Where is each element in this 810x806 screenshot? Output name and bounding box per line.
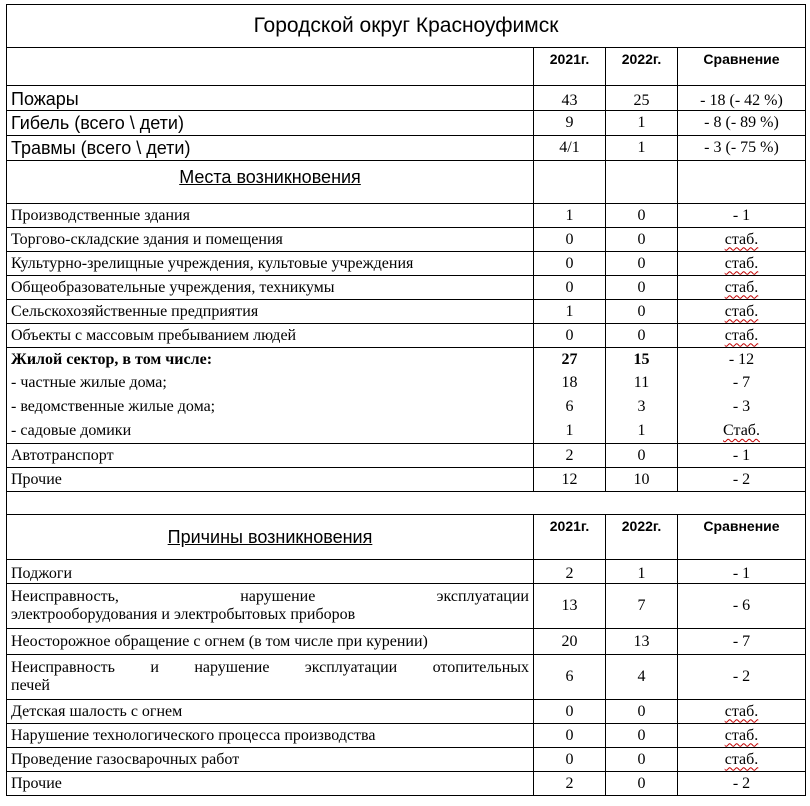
row-label-line: Неисправность, нарушение эксплуатации xyxy=(11,588,529,605)
table-row xyxy=(7,560,806,584)
row-comparison-cell xyxy=(678,276,806,300)
row-2022: 11 xyxy=(606,371,678,395)
empty-cell xyxy=(606,161,678,204)
row-label: - частные жилые дома; xyxy=(7,371,534,395)
row-2022: 15 xyxy=(606,348,678,372)
row-comparison-cell xyxy=(678,300,806,324)
row-label: Общеобразовательные учреждения, техникумы xyxy=(7,276,534,300)
table-row xyxy=(7,276,806,300)
row-comparison: Стаб. xyxy=(723,422,760,439)
empty-cell xyxy=(678,161,806,204)
row-2021: 1 xyxy=(534,300,606,324)
row-2022: 0 xyxy=(606,748,678,772)
row-comparison: - 6 xyxy=(678,584,806,629)
row-label: Нарушение технологического процесса производства xyxy=(7,724,534,748)
row-label-cell xyxy=(7,655,534,700)
summary-comparison: - 3 (- 75 %) xyxy=(678,136,806,161)
header-comparison: Сравнение xyxy=(678,48,806,86)
header-row xyxy=(7,48,806,86)
summary-comparison: - 18 (- 42 %) xyxy=(678,86,806,111)
row-comparison: - 1 xyxy=(678,444,806,468)
fire-statistics-document xyxy=(6,4,805,802)
row-2022: 4 xyxy=(606,655,678,700)
row-comparison-cell xyxy=(678,748,806,772)
row-2022: 0 xyxy=(606,252,678,276)
row-label: Объекты с массовым пребыванием людей xyxy=(7,324,534,348)
summary-row xyxy=(7,136,806,161)
places-section-title xyxy=(7,161,534,204)
row-2022: 0 xyxy=(606,276,678,300)
row-label: Поджоги xyxy=(7,560,534,584)
row-label-line: печей xyxy=(11,677,50,694)
row-label: Прочие xyxy=(7,772,534,796)
table-row xyxy=(7,324,806,348)
table-row xyxy=(7,655,806,700)
row-comparison: - 2 xyxy=(678,772,806,796)
row-comparison: стаб. xyxy=(724,302,759,320)
summary-row xyxy=(7,111,806,136)
table-row xyxy=(7,444,806,468)
row-2021: 0 xyxy=(534,276,606,300)
row-comparison-cell xyxy=(678,700,806,724)
table-row xyxy=(7,468,806,492)
row-label: - ведомственные жилые дома; xyxy=(7,395,534,419)
row-label: Сельскохозяйственные предприятия xyxy=(7,300,534,324)
header-empty-cell xyxy=(7,48,534,86)
row-comparison: стаб. xyxy=(724,702,759,720)
row-label-cell xyxy=(7,584,534,629)
table-row xyxy=(7,584,806,629)
row-label: Проведение газосварочных работ xyxy=(7,748,534,772)
row-comparison-cell xyxy=(678,419,806,444)
causes-header-comparison: Сравнение xyxy=(678,515,806,560)
table-row-residential xyxy=(7,371,806,395)
row-comparison: - 7 xyxy=(678,371,806,395)
summary-2021: 43 xyxy=(534,86,606,111)
row-2022: 3 xyxy=(606,395,678,419)
row-2022: 0 xyxy=(606,724,678,748)
row-comparison: - 3 xyxy=(678,395,806,419)
row-2022: 0 xyxy=(606,772,678,796)
row-2022: 0 xyxy=(606,300,678,324)
row-label: Неосторожное обращение с огнем (в том числе при курении) xyxy=(7,629,534,655)
row-2021: 6 xyxy=(534,395,606,419)
table-row-residential xyxy=(7,348,806,372)
row-comparison-cell xyxy=(678,724,806,748)
row-comparison: - 2 xyxy=(678,468,806,492)
row-label: Прочие xyxy=(7,468,534,492)
table-row xyxy=(7,629,806,655)
table-row-residential xyxy=(7,395,806,419)
row-comparison: - 2 xyxy=(678,655,806,700)
causes-section-row xyxy=(7,515,806,560)
row-2021: 12 xyxy=(534,468,606,492)
row-2021: 1 xyxy=(534,204,606,228)
row-2021: 2 xyxy=(534,772,606,796)
row-2021: 2 xyxy=(534,444,606,468)
row-comparison: стаб. xyxy=(724,326,759,344)
row-2022: 0 xyxy=(606,324,678,348)
row-2021: 20 xyxy=(534,629,606,655)
row-label: Торгово-складские здания и помещения xyxy=(7,228,534,252)
row-label: Производственные здания xyxy=(7,204,534,228)
row-label-line: Неисправность и нарушение эксплуатации отопительных xyxy=(11,659,529,676)
row-comparison: - 1 xyxy=(678,560,806,584)
row-2022: 10 xyxy=(606,468,678,492)
row-comparison: - 12 xyxy=(678,348,806,372)
row-comparison: - 1 xyxy=(678,204,806,228)
row-comparison: стаб. xyxy=(724,726,759,744)
row-comparison: стаб. xyxy=(724,278,759,296)
row-label-line: электрооборудования и электробытовых приборов xyxy=(11,606,356,623)
table-row xyxy=(7,204,806,228)
empty-cell xyxy=(534,161,606,204)
summary-label: Пожары xyxy=(7,86,534,111)
table-row-residential xyxy=(7,419,806,444)
summary-label: Гибель (всего \ дети) xyxy=(7,111,534,136)
table-row xyxy=(7,300,806,324)
row-2021: 2 xyxy=(534,560,606,584)
summary-comparison: - 8 (- 89 %) xyxy=(678,111,806,136)
row-comparison-cell xyxy=(678,324,806,348)
row-2021: 0 xyxy=(534,228,606,252)
row-2022: 13 xyxy=(606,629,678,655)
row-2021: 27 xyxy=(534,348,606,372)
causes-section-title xyxy=(7,515,534,560)
summary-2021: 4/1 xyxy=(534,136,606,161)
document-title: Городской округ Красноуфимск xyxy=(7,5,806,48)
causes-section-label: Причины возникновения xyxy=(167,526,373,547)
row-label: Детская шалость с огнем xyxy=(7,700,534,724)
table-row xyxy=(7,228,806,252)
row-label: - садовые домики xyxy=(7,419,534,444)
spacer-row xyxy=(7,492,806,515)
row-2022: 0 xyxy=(606,228,678,252)
row-comparison: стаб. xyxy=(724,254,759,272)
row-label: Жилой сектор, в том числе: xyxy=(7,348,534,372)
causes-header-2022: 2022г. xyxy=(606,515,678,560)
summary-row xyxy=(7,86,806,111)
statistics-table xyxy=(6,4,806,796)
row-2022: 7 xyxy=(606,584,678,629)
row-2021: 18 xyxy=(534,371,606,395)
table-row xyxy=(7,772,806,796)
row-2022: 1 xyxy=(606,560,678,584)
row-2021: 0 xyxy=(534,324,606,348)
row-2021: 6 xyxy=(534,655,606,700)
summary-2021: 9 xyxy=(534,111,606,136)
summary-2022: 25 xyxy=(606,86,678,111)
header-2022: 2022г. xyxy=(606,48,678,86)
places-section-row xyxy=(7,161,806,204)
title-row xyxy=(7,5,806,48)
row-label: Культурно-зрелищные учреждения, культовые учреждения xyxy=(7,252,534,276)
row-comparison: - 7 xyxy=(678,629,806,655)
row-2022: 0 xyxy=(606,444,678,468)
table-row xyxy=(7,252,806,276)
row-comparison-cell xyxy=(678,228,806,252)
table-row xyxy=(7,748,806,772)
row-comparison-cell xyxy=(678,252,806,276)
causes-header-2021: 2021г. xyxy=(534,515,606,560)
row-2022: 0 xyxy=(606,204,678,228)
row-2021: 0 xyxy=(534,700,606,724)
row-2021: 0 xyxy=(534,724,606,748)
row-label: Автотранспорт xyxy=(7,444,534,468)
spacer-cell xyxy=(7,492,806,515)
places-section-label: Места возникновения xyxy=(179,167,361,187)
table-row xyxy=(7,700,806,724)
row-comparison: стаб. xyxy=(724,230,759,248)
row-2021: 0 xyxy=(534,748,606,772)
summary-label: Травмы (всего \ дети) xyxy=(7,136,534,161)
summary-2022: 1 xyxy=(606,111,678,136)
row-comparison: стаб. xyxy=(724,750,759,768)
header-2021: 2021г. xyxy=(534,48,606,86)
row-2022: 0 xyxy=(606,700,678,724)
row-2021: 1 xyxy=(534,419,606,444)
row-2021: 0 xyxy=(534,252,606,276)
table-row xyxy=(7,724,806,748)
summary-2022: 1 xyxy=(606,136,678,161)
row-2021: 13 xyxy=(534,584,606,629)
row-2022: 1 xyxy=(606,419,678,444)
